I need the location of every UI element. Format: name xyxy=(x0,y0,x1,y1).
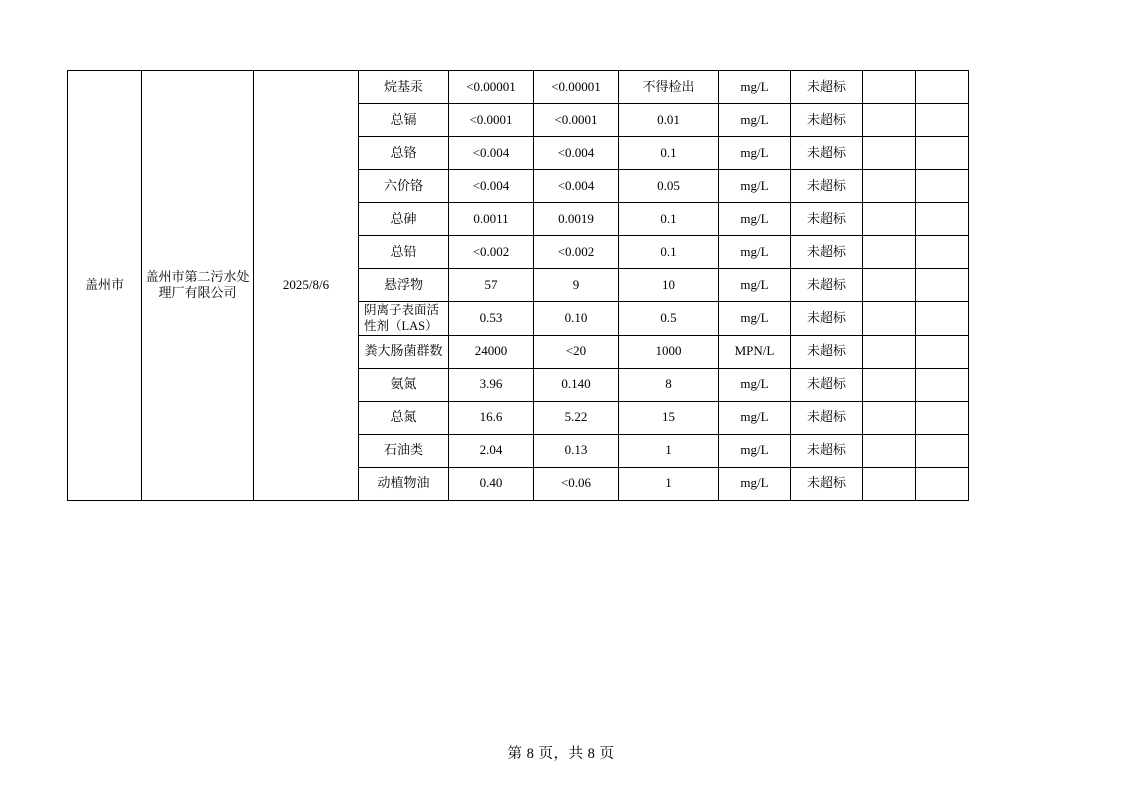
cell-item-name: 总铅 xyxy=(359,236,449,269)
cell-influent-value: <0.002 xyxy=(449,236,534,269)
cell-standard-limit: 0.5 xyxy=(619,302,719,336)
cell-compliance-result: 未超标 xyxy=(791,434,863,467)
cell-blank-1 xyxy=(863,401,916,434)
monitoring-table-container xyxy=(67,70,969,501)
cell-influent-value: 24000 xyxy=(449,335,534,368)
cell-unit: mg/L xyxy=(719,236,791,269)
cell-influent-value: <0.004 xyxy=(449,170,534,203)
cell-blank-1 xyxy=(863,71,916,104)
cell-blank-2 xyxy=(916,434,969,467)
cell-effluent-value: <0.0001 xyxy=(534,104,619,137)
cell-compliance-result: 未超标 xyxy=(791,236,863,269)
cell-blank-1 xyxy=(863,302,916,336)
cell-compliance-result: 未超标 xyxy=(791,467,863,500)
cell-item-name: 总砷 xyxy=(359,203,449,236)
cell-blank-2 xyxy=(916,368,969,401)
cell-region: 盖州市 xyxy=(68,71,142,501)
cell-influent-value: <0.0001 xyxy=(449,104,534,137)
cell-blank-2 xyxy=(916,269,969,302)
cell-item-name: 阴离子表面活性剂（LAS） xyxy=(359,302,449,336)
cell-blank-1 xyxy=(863,236,916,269)
cell-standard-limit: 1000 xyxy=(619,335,719,368)
cell-compliance-result: 未超标 xyxy=(791,302,863,336)
cell-standard-limit: 不得检出 xyxy=(619,71,719,104)
cell-standard-limit: 0.05 xyxy=(619,170,719,203)
cell-compliance-result: 未超标 xyxy=(791,401,863,434)
cell-effluent-value: 0.140 xyxy=(534,368,619,401)
cell-blank-2 xyxy=(916,170,969,203)
cell-influent-value: 3.96 xyxy=(449,368,534,401)
cell-blank-1 xyxy=(863,104,916,137)
cell-blank-1 xyxy=(863,467,916,500)
table-body xyxy=(68,71,969,501)
cell-standard-limit: 0.1 xyxy=(619,236,719,269)
cell-influent-value: 0.0011 xyxy=(449,203,534,236)
cell-standard-limit: 1 xyxy=(619,434,719,467)
cell-standard-limit: 15 xyxy=(619,401,719,434)
cell-influent-value: 2.04 xyxy=(449,434,534,467)
cell-monitor-date: 2025/8/6 xyxy=(254,71,359,501)
cell-standard-limit: 1 xyxy=(619,467,719,500)
cell-unit: mg/L xyxy=(719,368,791,401)
cell-blank-1 xyxy=(863,368,916,401)
cell-blank-1 xyxy=(863,434,916,467)
cell-item-name: 石油类 xyxy=(359,434,449,467)
cell-effluent-value: <0.002 xyxy=(534,236,619,269)
cell-compliance-result: 未超标 xyxy=(791,269,863,302)
cell-effluent-value: <20 xyxy=(534,335,619,368)
cell-standard-limit: 0.01 xyxy=(619,104,719,137)
cell-blank-1 xyxy=(863,170,916,203)
cell-item-name: 六价铬 xyxy=(359,170,449,203)
cell-item-name: 悬浮物 xyxy=(359,269,449,302)
cell-unit: mg/L xyxy=(719,302,791,336)
cell-influent-value: 16.6 xyxy=(449,401,534,434)
page-footer: 第 8 页，共 8 页 xyxy=(507,746,615,762)
cell-unit: mg/L xyxy=(719,401,791,434)
cell-blank-2 xyxy=(916,203,969,236)
table-row xyxy=(68,71,969,104)
cell-effluent-value: 0.0019 xyxy=(534,203,619,236)
cell-unit: mg/L xyxy=(719,434,791,467)
cell-compliance-result: 未超标 xyxy=(791,71,863,104)
cell-blank-2 xyxy=(916,335,969,368)
cell-effluent-value: 0.13 xyxy=(534,434,619,467)
cell-unit: mg/L xyxy=(719,104,791,137)
cell-standard-limit: 8 xyxy=(619,368,719,401)
cell-unit: mg/L xyxy=(719,467,791,500)
monitoring-data-table xyxy=(67,70,969,501)
cell-blank-2 xyxy=(916,137,969,170)
cell-unit: mg/L xyxy=(719,137,791,170)
cell-blank-1 xyxy=(863,137,916,170)
cell-blank-1 xyxy=(863,203,916,236)
cell-compliance-result: 未超标 xyxy=(791,203,863,236)
cell-item-name: 氨氮 xyxy=(359,368,449,401)
cell-item-name: 烷基汞 xyxy=(359,71,449,104)
cell-effluent-value: <0.00001 xyxy=(534,71,619,104)
cell-blank-2 xyxy=(916,401,969,434)
cell-blank-2 xyxy=(916,467,969,500)
cell-item-name: 动植物油 xyxy=(359,467,449,500)
cell-unit: mg/L xyxy=(719,269,791,302)
cell-standard-limit: 0.1 xyxy=(619,203,719,236)
cell-effluent-value: <0.004 xyxy=(534,137,619,170)
cell-blank-2 xyxy=(916,302,969,336)
cell-unit: mg/L xyxy=(719,170,791,203)
cell-unit: mg/L xyxy=(719,71,791,104)
cell-unit: mg/L xyxy=(719,203,791,236)
cell-compliance-result: 未超标 xyxy=(791,170,863,203)
cell-compliance-result: 未超标 xyxy=(791,335,863,368)
cell-blank-1 xyxy=(863,269,916,302)
cell-effluent-value: 9 xyxy=(534,269,619,302)
cell-blank-2 xyxy=(916,71,969,104)
cell-blank-2 xyxy=(916,104,969,137)
cell-blank-1 xyxy=(863,335,916,368)
cell-standard-limit: 10 xyxy=(619,269,719,302)
cell-compliance-result: 未超标 xyxy=(791,137,863,170)
cell-influent-value: <0.00001 xyxy=(449,71,534,104)
cell-influent-value: 0.40 xyxy=(449,467,534,500)
cell-company-name: 盖州市第二污水处理厂有限公司 xyxy=(142,71,254,501)
cell-influent-value: <0.004 xyxy=(449,137,534,170)
cell-effluent-value: <0.06 xyxy=(534,467,619,500)
cell-blank-2 xyxy=(916,236,969,269)
cell-standard-limit: 0.1 xyxy=(619,137,719,170)
cell-item-name: 粪大肠菌群数 xyxy=(359,335,449,368)
cell-influent-value: 0.53 xyxy=(449,302,534,336)
cell-effluent-value: 5.22 xyxy=(534,401,619,434)
cell-effluent-value: <0.004 xyxy=(534,170,619,203)
cell-compliance-result: 未超标 xyxy=(791,104,863,137)
cell-unit: MPN/L xyxy=(719,335,791,368)
cell-item-name: 总铬 xyxy=(359,137,449,170)
cell-effluent-value: 0.10 xyxy=(534,302,619,336)
cell-item-name: 总氮 xyxy=(359,401,449,434)
cell-item-name: 总镉 xyxy=(359,104,449,137)
cell-influent-value: 57 xyxy=(449,269,534,302)
cell-compliance-result: 未超标 xyxy=(791,368,863,401)
